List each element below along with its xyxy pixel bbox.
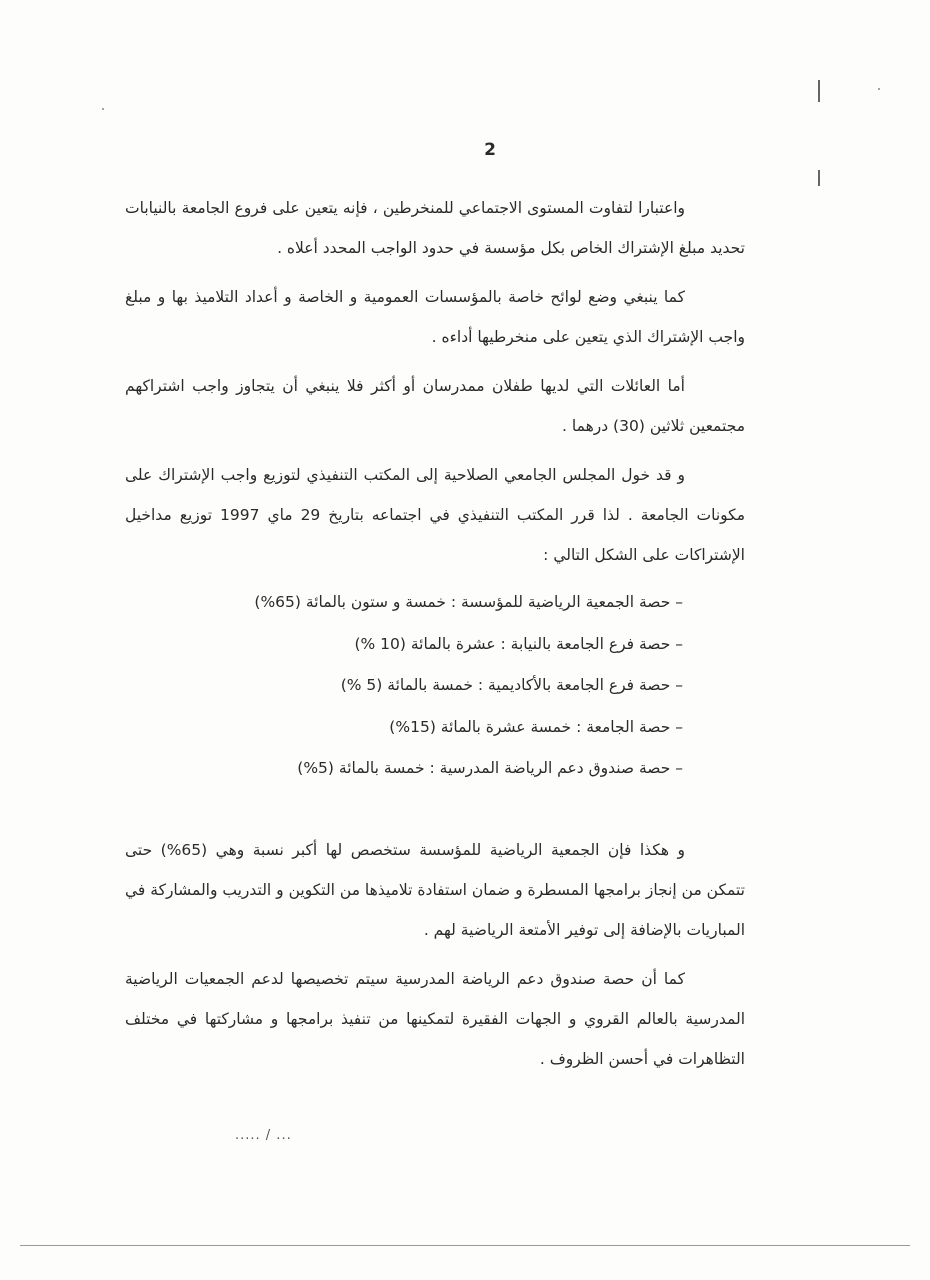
scan-speck: [878, 88, 880, 90]
scan-bottom-edge: [20, 1245, 910, 1246]
list-item-federation-share: – حصة الجامعة : خمسة عشرة بالمائة (15%): [389, 717, 683, 736]
list-item-province-branch-share: – حصة فرع الجامعة بالنيابة : عشرة بالمائة (10 %): [354, 634, 683, 653]
document-body: [125, 188, 745, 1088]
list-item-academy-branch-share: – حصة فرع الجامعة بالأكاديمية : خمسة بالمائة (5 %): [340, 676, 683, 694]
list-item-school-sport-fund-share: – حصة صندوق دعم الرياضة المدرسية : خمسة بالمائة (5%): [297, 759, 683, 777]
paragraph-family-cap: أما العائلات التي لديها طفلان ممدرسان أو أكثر فلا ينبغي أن يتجاوز واجب اشتراكهم مجتمعين ثلاثين (30) درهما .: [125, 377, 745, 435]
list-item-association-share: – حصة الجمعية الرياضية للمؤسسة : خمسة و ستون بالمائة (65%): [254, 593, 683, 611]
paragraph-fund-allocation: كما أن حصة صندوق دعم الرياضة المدرسية سيتم تخصيصها لدعم الجمعيات الرياضية المدرسية بالعالم القروي و الجهات الفقيرة لتمكينها من تنفيذ برامجها و مشاركتها في مختلف التظاهرات في أحسن الظروف .: [125, 969, 745, 1068]
scan-margin-mark: [818, 170, 820, 186]
scan-margin-mark: [818, 80, 820, 102]
distribution-list: [125, 582, 745, 790]
paragraph-membership-variation: واعتبارا لتفاوت المستوى الاجتماعي للمنخرطين ، فإنه يتعين على فروع الجامعة بالنيابات تحديد مبلغ الإشتراك الخاص بكل مؤسسة في حدود الواجب المحدد أعلاه .: [125, 199, 745, 257]
paragraph-distribution-decision: و قد خول المجلس الجامعي الصلاحية إلى المكتب التنفيذي لتوزيع واجب الإشتراك على مكونات الجامعة . لذا قرر المكتب التنفيذي في اجتماعه بتاريخ 29 ماي 1997 توزيع مداخيل الإشتراكات على الشكل التالي :: [125, 466, 746, 564]
page-number: 2: [484, 140, 496, 160]
continuation-mark: ..... / ...: [235, 1128, 292, 1143]
paragraph-institution-lists: كما ينبغي وضع لوائح خاصة بالمؤسسات العمومية و الخاصة و أعداد التلاميذ بها و مبلغ واجب الإشتراك الذي يتعين على منخرطيها أداءه .: [125, 288, 745, 346]
paragraph-association-largest-share: و هكذا فإن الجمعية الرياضية للمؤسسة ستخصص لها أكبر نسبة وهي (65%) حتى تتمكن من إنجاز برامجها المسطرة و ضمان استفادة تلاميذها من التكوين و التدريب والمشاركة في المباريات بالإضافة إلى توفير الأمتعة الرياضية لهم .: [125, 840, 745, 939]
scan-speck: [102, 108, 104, 110]
